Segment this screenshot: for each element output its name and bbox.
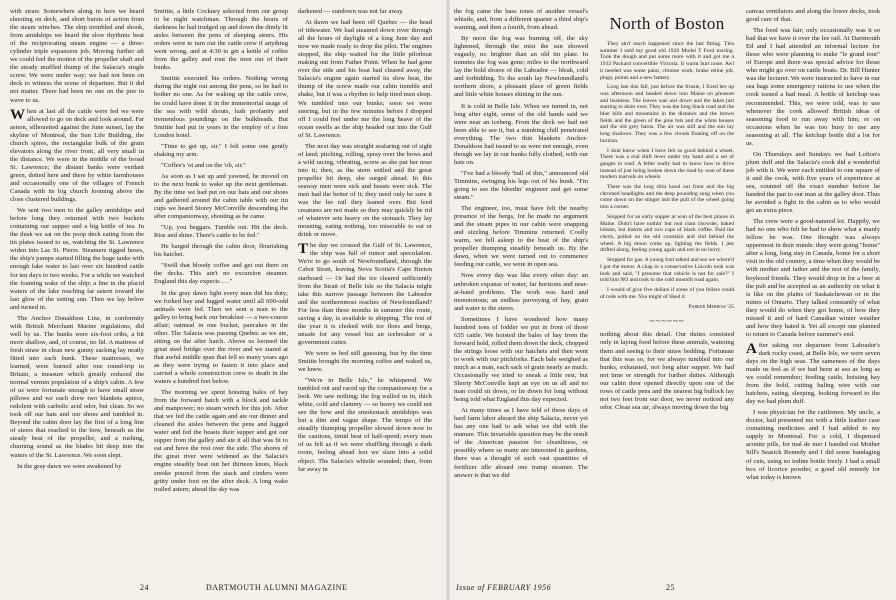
right-column-1: [454, 8, 588, 573]
paragraph: The engineer, too, must have felt the nearby presence of the bergs, for he made no argument and the steam pipes in our cabin were snapping and sizzling before Timmins returned. Coolly warm, we fell asleep to the beat of the ship's propeller thumping steadily beneath us. By the dawn, when we were turned out to commence feeding our cattle, we were in open sea.: [454, 205, 588, 269]
paragraph: It is cold in Belle Isle. When we turned in, not long after eight, some of the old hands said we were near an iceberg. From the deck we had not been able to see it, but a numbing chill penetrated everything. The two thin blankets Anchor-Donaldson had issued to us were not enough, even though we lay in our bunks fully clothed, with our hats on.: [454, 102, 588, 166]
paragraph-text: hen at last all the cattle were fed we were allowed to go on deck and look around. Far astern, silhouetted against the June sunset, lay the skyline of Montreal, the Sun Life Building, the church spires, the rectangular bulk of the grain elevators along the river front, all very small in the distance. We were in the middle of the broad St. Lawrence; the distant banks were verdant green, dotted here and there by white farmhouses and occasionally one of the villages of French Canada with its big church looming above the close clustered buildings.: [10, 107, 144, 204]
paragraph: At many times as I have told of these days of hard farm labor aboard the ship Salacia, never yet has any one had to ask what we did with the manure. This invariable question may be the result of the American passion for cleanliness, or possibly where so many are interested in gardens, there was a thought of such vast quantities of fertilizer idle aboard one tramp steamer. The answer is that we did: [454, 407, 588, 479]
paragraph: canvas ventilators and along the lower decks, took good care of that.: [746, 8, 880, 24]
magazine-name: DARTMOUTH ALUMNI MAGAZINE: [206, 583, 348, 592]
sidebar-paragraph: I dont know when I have felt so good behind a wheel. There was a real shift lever under my hand and a set of gauges to read. A feller really had to know how to drive instead of just being looken down the road by wun of these modern marvels on wheels.: [600, 147, 734, 181]
sidebar-paragraph: Stopped for gas. A young fool talked and sez we where'd I got the motor. A chap in a conservative Lincoln took was look and said, "I presume that vehicle is not for sale?" I told him NO and took to the cold moonlit road again.: [600, 257, 734, 284]
drop-cap: T: [298, 241, 309, 258]
paragraph: We sent two men to the galley amidships and before long they returned with two buckets containing our supper and a big kettle of tea. In the dusk we sat on the poop deck eating from the tin plates issued to us, watching the St. Lawrence widen into Lac St. Pierre. Steamers rigged hoses, the ship's pumps started filling the huge tanks with enough fake water to last over six hundred cattle for ten days to two weeks. For a while we watched the foaming wake of the ship; a line in the placid waters of the lake reaching far astern toward the last glow of the setting sun. Then we lay below and turned in.: [10, 207, 144, 311]
paragraph-dropcap: [10, 108, 144, 205]
paragraph: Smittie executed his orders. Nothing wrong during the night out among the pens, so he had to bother no one. As for waking up the cattle crew, he could have done it in the immemorial usage of the sea with wild shouts, lush profanity and tremendous poundings on the bulkheads. But Smittie had put in years in the employ of a fine London hotel.: [154, 75, 288, 139]
paragraph: nothing about this detail. Our duties consisted only in laying food before these animals, watering them and seeing to their straw bedding. Fortunate that this was so, for we always tumbled into our bunks, exhausted, not long after supper. We had not time or strength for further duties. Although our cabin door opened directly upon one of the rows of cattle pens and the nearest big bullock lay not two feet from our door, we never noticed any odor. Clean sea air, always moving down the big: [600, 331, 734, 411]
sidebar-paragraph: They ain't much happened since the last fitting. This summer I sold my good old 1926 Model T Ford touring. Took the dough and put some more with it and got me a 1932 Packard convertible Victoria. It warnt hurt none. Awl it needed was some paint, chrome work, brake reline job, plugs, points and a new battery.: [600, 41, 734, 81]
paragraph: In the gray dawn light every man did his duty; we forked hay and lugged water until all 600-odd animals were fed. Then we sent a man to the galley to bring back our breakfast — a two-course affair; oatmeal in one bucket, pancakes in the other. The Salacia was passing Quebec as we ate, sitting on the after hatch. Above us loomed the great steel bridge over the river and we stared at that awful middle span that fell so many years ago as they were trying to fasten it into place and carried a whole construction crew to death in the waters a hundred feet below.: [154, 289, 288, 386]
paragraph: The Anchor Donaldson Line, in conformity with British Merchant Marine regulations, did well by us. The bunks were six-foot cribs, a bit more shallow, and, of course, no lid. A mattress of fresh straw in clean new gunny sacking lay neatly fitted into each bunk. These mattresses, we learned, were burned after one round-trip to Britain, a measure which greatly reduced the normal vermin population of a ship's cabin. A few of us were fortunate enough to have small straw pillows and we each drew two blankets apiece, redolent with carbolic acid odor, but clean. So we took off our hats and our shoes and tumbled in. Beyond the cabin door lay the first of a long line of steers that reached to the bow, beneath us the steady beat of the propeller, and a rushing, churning sound as the blades bit deep into the waters of the St. Lawrence. We soon slept.: [10, 314, 144, 459]
paragraph: The morning we spent hoisting bales of hay from the forward hatch with a block and tackle and manpower; no steam winch for this job. After that we fed the cattle again and ate our dinner and cleaned the aisles between the pens and lugged water and fed the beasts their supper and got our supper from the galley and ate it all that was fit to eat and hove the rest over the side. The shores of the great river were widened as the Salacia's engine steadily beat out her thirteen knots, black smoke poured from the stack and cinders were gritty under foot on the after deck. A long wake trailed astern; ahead the sky was: [154, 389, 288, 493]
paragraph: "Time to get up, sir." I felt some one gently shaking my arm.: [154, 142, 288, 158]
paragraph: "We're in Belle Isle," he whispered. We tumbled out and raced up the companionway for a look. We saw nothing; the fog walled us in, thick white, cold and clammy — so heavy we could not see the bow and the smokestack amidships was but a dim and vague shape. The tempo of the steadily thumping propeller slowed down now to the cautious, timid beat of half-speed; every man of us felt as if we were shuffling through a dark room, feeling ahead lest we slam into a solid object. The Salacia's whistle sounded; then, from far away in: [298, 377, 432, 473]
left-column-2: [154, 8, 288, 573]
drop-cap: A: [746, 340, 757, 357]
wave-divider: ~~~~~~: [649, 316, 685, 327]
sidebar-paragraph: I would of give five dollars if some of you fellers could of rode with me. You might of liked it.: [600, 286, 734, 300]
paragraph: The next day was straight seafaring out of sight of land; pitching, rolling, spray over the bows and a wild racing, vibrating, screw as she put her nose into it; then, as the stern settled and the great propeller bit deep, she surged ahead. In this seaway men were sick and beasts were sick. The men had the better of it; they need only be sure it was the lee rail they leaned over. But feed creatures are not made so they may quickly be rid of whatever sets heavy on the stomach. They lay moaning, eating nothing, too miserable to eat or drink or move.: [298, 142, 432, 239]
paragraph: darkened — sundown was not far away.: [298, 8, 404, 15]
paragraph-dropcap: [746, 342, 880, 406]
left-column-3: [298, 8, 432, 573]
paragraph: At dawn we had been off Quebec — the head of tidewater. We had steamed down river through all the hours of daylight of a long June day and now we made ready to drop the pilot. The engines stopped, the ship waited for the little pilotboat making out from Father Point. When he had gone over the side and his boat had cleared away, the Salacia's engine again started its slow beat, the thump of the screw made our cabin tremble and shake, but it was a rhythm to help tired men sleep. We tumbled into our bunks; soon we were snoring, but in the few minutes before I dropped off I could feel under me the long heave of the ocean swells as the ship headed out into the Gulf of St. Lawrence.: [298, 19, 432, 139]
sidebar-paragraph: There was the long slim hood out front and the big chromed headlights and the deep pounding song when you come down on the stinger and the pull of the wheel going into a corner.: [600, 184, 734, 211]
sidebar-byline: Parker Merrow '25: [688, 304, 734, 311]
sidebar-box: [600, 41, 734, 311]
paragraph: "Up, you beggars. Tumble out. Hit the deck. Rise and shine. There's cattle to be fed.": [154, 224, 288, 240]
paragraph: Sometimes I have wondered how many hundred tons of fodder we put in front of those 635 cattle. We hoisted the bales of hay from the forward hold, rolled them down the deck, chopped the strings loose with our hatchets and then went to work with our pitchforks. Each bale weighed as much as a man, each sack of grain nearly as much. Occasionally we tried to sneak a little rest, but Shorty McConville kept an eye on us all and no man could sit down, or lie down for long without being told what England this day expected.: [454, 315, 588, 404]
drop-cap: W: [10, 106, 25, 123]
sidebar-title: North of Boston: [609, 14, 725, 33]
paragraph: with straw. Somewhere along in here we heard shooting on deck, and short bursts of action from the steam winches. The ship trembled and shook, from amidships we heard the slow rhythmic beat of the reciprocating steam engine — a three-cylinder triple expansion job. Moving further aft we could feel the motion of the propeller shaft and the steady muffled thump of the Salacia's single screw. We were under way; we had not been on deck to witness the scene of departure. But it did not matter. There had been no one on the pier to wave to us.: [10, 8, 144, 104]
paragraph: By noon the fog was burning off, the sky lightened, through the mist the sun showed vaguely, no brighter than an old tin plate. In minutes the fog was gone; miles to the northward lay the bold shores of the Labrador — bleak, cold and forbidding. To the south lay Newfoundland's northern shore, a pleasant place of green fields and little white houses shining in the sun.: [454, 35, 588, 99]
paragraph-text: he day we crossed the Gulf of St. Lawrence, the ship was full of rumor and speculation. We're to go south of Newfoundland, through the Cabot Strait, leaving Nova Scotia's Cape Breton starboard — Or had the ice cleared sufficiently from the Strait of Belle Isle so the Salacia might take this narrow passage between the Labrador and the northernmost reaches of Newfoundland? For less than three months in summer this route, saving a day, is available to shipping. The rest of the year it is choked with ice floes and bergs, unsafe for any vessel but an icebreaker or a government cutter.: [298, 242, 432, 346]
right-page: [448, 0, 896, 600]
paragraph: "I've had a bloody 'bull of this," announced old Timmins, swinging his legs out of his bunk. "I'm going to see the bleedin' engineer and get some steam.": [454, 169, 588, 202]
paragraph-text: fter taking our departure from Labrador's dark rocky coast, at Belle Isle, we were seven days on the high seas. The sameness of the days made us feel as if we had been at sea as long as we could remember; feeding cattle, hoisting hay from the hold, cutting baling wire with our hatchets, eating, sleeping, looking forward to the day we had plum duff.: [746, 341, 880, 406]
paragraph: We were to bed still guessing, but by the time Smittie brought the morning coffee and waked us, we knew.: [298, 349, 432, 374]
sidebar-paragraph: Long late this fall, just before the frostie, I fixed her up was afternoon and headed down into Maine on pleasure and business. The leaves was awl down and the lakes just starting to skim over. They was the long black road and the blue hills and mountains in the distance and the brown fields and the green of the pine lots and the white houses and the old grey barns. The air was still and the sun lay long shadows. They was a few clouds floating off on the horizon.: [600, 84, 734, 144]
paragraph-dropcap: [298, 242, 432, 347]
paragraph: "Coffee's 'ot and on the 'ob, sir.": [161, 161, 246, 169]
paragraph: Smittie, a little Cockney selected from our group to be night watchman. Through the hours of darkness he had trudged up and down the dimly lit aisles between the pens of sleeping steers. His orders were to turn out the cattle crew if anything went wrong, and at 4:30 to get a kettle of coffee from the galley and rout the men out of their bunks.: [154, 8, 288, 72]
paragraph: The food was fair; only occasionally was it so bad that we have it over the lee rail. At Dartmouth Ed and I had attended an informal lecture for those who were planning to make "le grand tour" of Europe and there was special advice for those who might go over on cattle boats. Dr. Bill Hunter was the lecturer. We were instructed to have in our sea bags some emergency rations to use when the cook issued a bad meal. A bottle of ketchup was recommended. This, we were told, was to use whenever the cook allowed British ideas of seasoning food to run away with him, or on occasions when he was too busy to use any seasoning at all. The ketchup bottle did a lot for us.: [746, 27, 880, 147]
paragraph: On Thursdays and Sundays we had Lolton's plum duff and the Salacia's cook did a wonderful job with it. We were each entitled to one square of it and the cook, with five years of experience at sea, counted off the exact number before he handed the pan to our man at the galley door. Thus he avoided a fight in the cabin as to who would get an extra piece.: [746, 150, 880, 215]
paragraph: In the gray dawn we were awakened by: [17, 462, 122, 470]
issue-date: Issue of FEBRUARY 1956: [456, 583, 552, 592]
right-column-2: [600, 8, 734, 573]
paragraph: "Swill that bloody coffee and get out there on the decks. This ain't no excursion steamer. England this day expects . . .": [154, 262, 288, 286]
paragraph: He barged through the cabin door, flourishing his hatchet.: [154, 243, 288, 259]
page-number: 25: [666, 583, 675, 592]
paragraph: I was physician for the cattlemen. My uncle, a doctor, had presented me with a little leather case containing medicines and I had added to my supply in Montreal. For a cold, I dispensed aconite pills, for mal de mer I handed out Mother Sill's Seasick Remedy and I did some bandaging of cuts, using no iodine bottle freely. I had a small box of licorice powder, a good old remedy for what today is known: [746, 409, 880, 481]
paragraph: As soon as I sat up and yawned, he moved on to the next bunk to wake up the next gentleman. By the time we had put on our hats and our shoes and gathered around the cabin table with our tin cups we heard Storey McConville descending the after companionway, shouting as he came.: [154, 172, 288, 221]
sidebar-paragraph: Stopped for an early supper at wun of the best places in Maine. Didn't have nothin' but real clam chowder, baked lobster, hot biskits and two cups of black coffee. Paid the check, pulled on the old coonskin and slid behind the wheel. A big moon come up, lighting the fields. I jest drifted along, feeling young again and not in no hurry.: [600, 213, 734, 254]
right-column-3: [746, 8, 880, 573]
page-number: 24: [140, 583, 149, 592]
paragraph: the fog came the bass tones of another vessel's whistle, and, from a different quarter a third ship's warning, and then a fourth, from ahead.: [454, 8, 588, 32]
paragraph: The crew were a good-natured lot. Happily, we had no one who felt he had to show what a manly fellow he was. One thought was always uppermost in their minds: they were going "home" after a long, long stay in Canada, home for a short visit in the old country, a time when they would be with mother and father and the rest of the family, boyhood friends. They would drop in for a beer at the pub and be accepted as an authority on what it is like on the plains of Saskatchewan or in the mines of Ontario. They talked constantly of what they would do when they got home, of how they missed it and of hard Canadian winter weather and how they hated it. Yet all except one planned to return to Canada before summer's end.: [746, 218, 880, 338]
left-column-1: [10, 8, 144, 573]
paragraph: Now every day was like every other day: an unbroken expanse of water, far horizons and near-at-hand problems. The work was hard and monotonous; an endless purveying of hay, grain and water to the steers.: [454, 272, 588, 312]
